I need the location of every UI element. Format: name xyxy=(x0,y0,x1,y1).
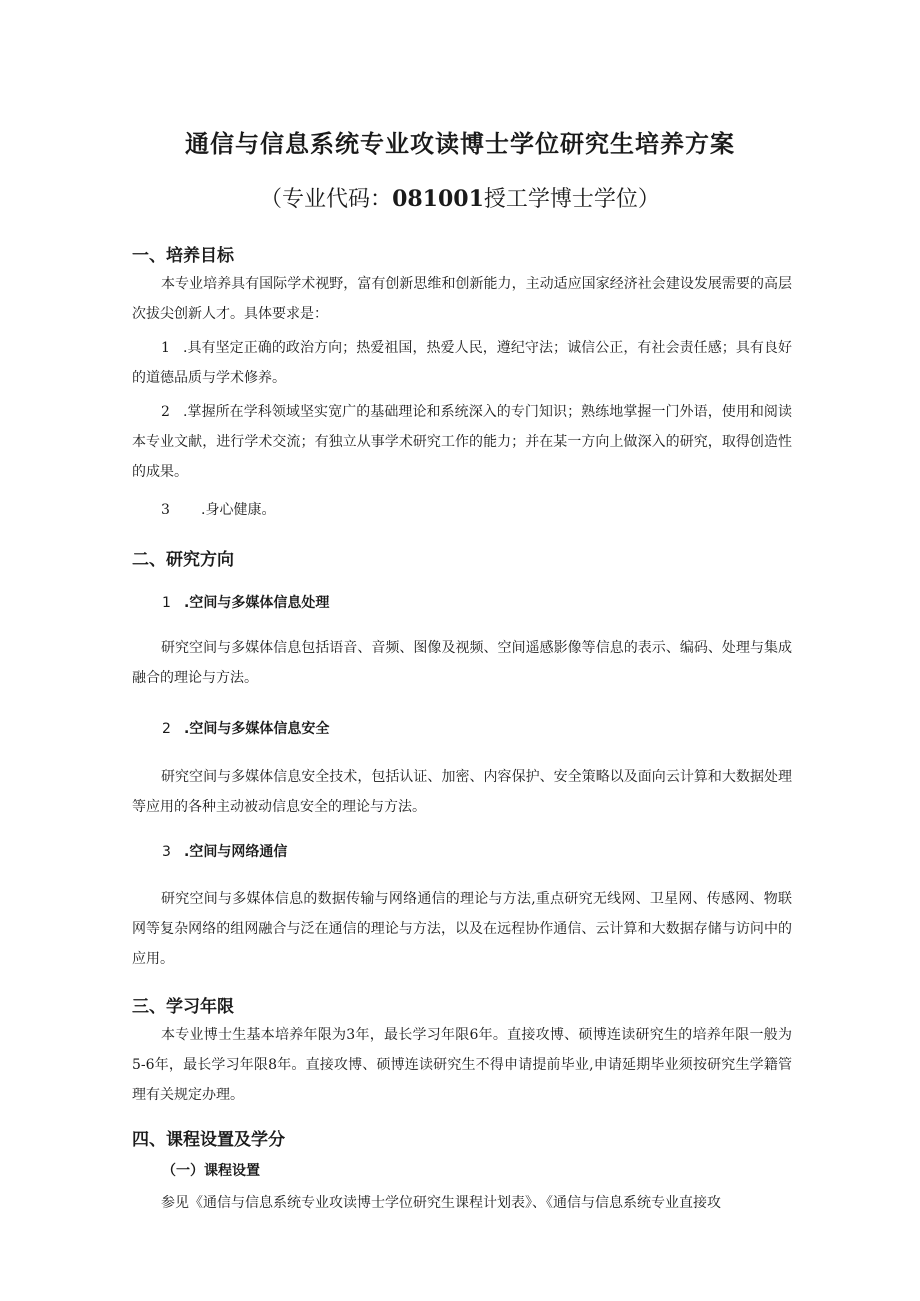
subtitle-prefix: （专业代码： xyxy=(260,187,393,212)
direction-num: 1 xyxy=(162,595,171,611)
duration-text: 本专业博士生基本培养年限为3年，最长学习年限6年。直接攻博、硕博连读研究生的培养年限一般为5-6年，最长学习年限8年。直接攻博、硕博连读研究生不得申请提前毕业,申请延期毕业须按研究生学籍管理有关规定办理。 xyxy=(132,1027,792,1103)
objective-item-num: 1 xyxy=(161,340,170,356)
direction-num: 3 xyxy=(162,844,171,860)
section-heading-duration: 三、学习年限 xyxy=(132,997,234,1017)
direction-title-text: .空间与网络通信 xyxy=(184,844,288,860)
objective-item-1 xyxy=(132,333,792,393)
direction-title-2 xyxy=(162,718,329,738)
objectives-intro: 本专业培养具有国际学术视野，富有创新思维和创新能力，主动适应国家经济社会建设发展需要的高层次拔尖创新人才。具体要求是： xyxy=(132,276,792,322)
section-heading-directions: 二、研究方向 xyxy=(132,550,234,570)
major-code: 081001 xyxy=(392,186,484,212)
document-subtitle xyxy=(0,182,920,213)
direction-desc-1: 研究空间与多媒体信息包括语音、音频、图像及视频、空间遥感影像等信息的表示、编码、处理与集成融合的理论与方法。 xyxy=(132,640,792,686)
section-heading-objectives: 一、培养目标 xyxy=(132,246,234,266)
course-setup-text: 参见《通信与信息系统专业攻读博士学位研究生课程计划表》、《通信与信息系统专业直接攻 xyxy=(161,1195,721,1211)
direction-desc-3: 研究空间与多媒体信息的数据传输与网络通信的理论与方法,重点研究无线网、卫星网、传感网、物联网等复杂网络的组网融合与泛在通信的理论与方法，以及在远程协作通信、云计算和大数据存储与访问中的应用。 xyxy=(132,891,792,967)
subsection-heading-course-setup: （一）课程设置 xyxy=(162,1163,260,1179)
objective-item-text: .掌握所在学科领域坚实宽广的基础理论和系统深入的专门知识；熟练地掌握一门外语，使用和阅读本专业文献，进行学术交流；有独立从事学术研究工作的能力；并在某一方向上做深入的研究，取得创造性的成果。 xyxy=(132,404,792,480)
direction-title-text: .空间与多媒体信息处理 xyxy=(184,595,330,611)
direction-title-1 xyxy=(162,592,329,612)
objective-item-num: 3 xyxy=(161,502,170,518)
direction-desc-2: 研究空间与多媒体信息安全技术，包括认证、加密、内容保护、安全策略以及面向云计算和大数据处理等应用的各种主动被动信息安全的理论与方法。 xyxy=(132,769,792,815)
objective-item-num: 2 xyxy=(161,404,170,420)
document-title: 通信与信息系统专业攻读博士学位研究生培养方案 xyxy=(185,130,735,158)
objective-item-text: .身心健康。 xyxy=(201,502,276,518)
objective-item-3 xyxy=(132,495,792,525)
direction-title-text: .空间与多媒体信息安全 xyxy=(184,721,330,737)
objective-item-2 xyxy=(132,397,792,487)
objective-item-text: .具有坚定正确的政治方向；热爱祖国，热爱人民，遵纪守法；诚信公正，有社会责任感；具有良好的道德品质与学术修养。 xyxy=(132,340,792,386)
section-heading-courses: 四、课程设置及学分 xyxy=(132,1130,285,1150)
subtitle-suffix: 授工学博士学位） xyxy=(483,187,660,212)
direction-title-3 xyxy=(162,841,287,861)
direction-num: 2 xyxy=(162,721,171,737)
